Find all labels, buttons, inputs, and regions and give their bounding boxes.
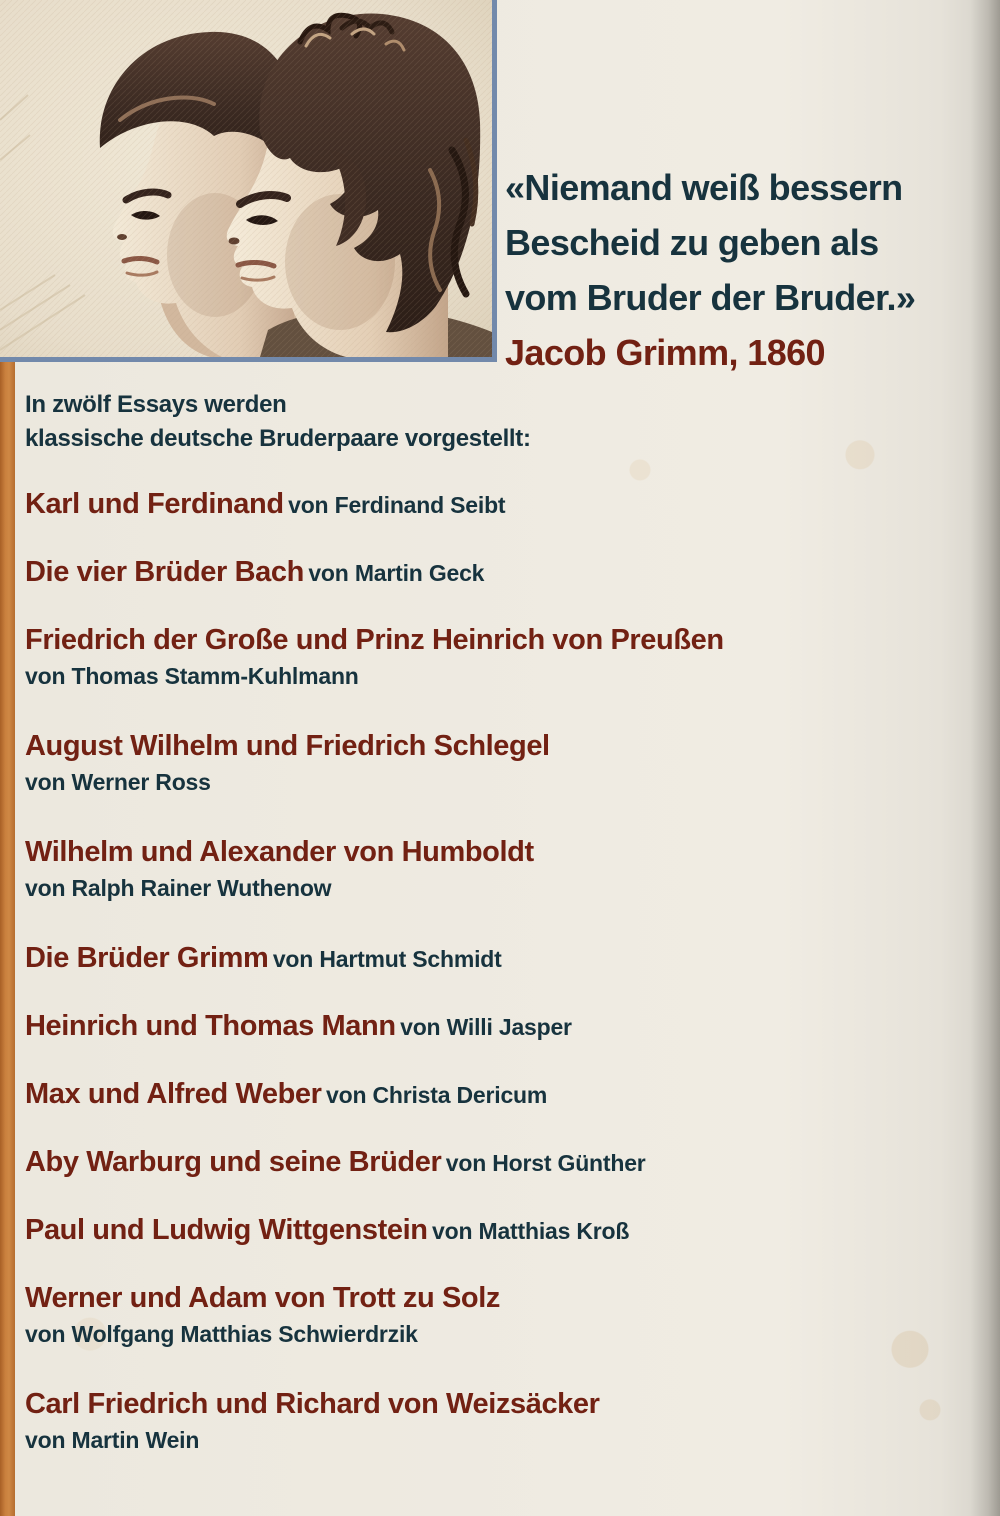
essay-item <box>25 1215 980 1246</box>
essay-item <box>25 1389 980 1454</box>
essay-title: August Wilhelm und Friedrich Schlegel <box>25 730 550 762</box>
quote-line-3: vom Bruder der Bruder.» <box>505 277 916 318</box>
brothers-grimm-portrait <box>0 0 497 362</box>
essay-item <box>25 1147 980 1178</box>
essay-author: von Ralph Rainer Wuthenow <box>25 875 332 901</box>
essay-item <box>25 1079 980 1110</box>
intro-text <box>25 388 531 456</box>
intro-line-2: klassische deutsche Bruderpaare vorgestellt: <box>25 425 531 452</box>
essay-author: von Horst Günther <box>445 1150 646 1176</box>
essay-title: Paul und Ludwig Wittgenstein <box>25 1214 428 1246</box>
essay-item <box>25 731 980 796</box>
essay-title: Carl Friedrich und Richard von Weizsäcker <box>25 1388 600 1420</box>
essay-title: Max und Alfred Weber <box>25 1078 322 1110</box>
essay-item <box>25 625 980 690</box>
essay-title: Werner und Adam von Trott zu Solz <box>25 1282 500 1314</box>
quote-attribution: Jacob Grimm, 1860 <box>505 332 825 373</box>
essay-title: Heinrich und Thomas Mann <box>25 1010 396 1042</box>
essay-author: von Martin Wein <box>25 1427 200 1453</box>
essay-author: von Werner Ross <box>25 769 211 795</box>
essay-title: Friedrich der Große und Prinz Heinrich von Preußen <box>25 624 724 656</box>
essay-author: von Wolfgang Matthias Schwierdrzik <box>25 1321 418 1347</box>
essay-title: Die Brüder Grimm <box>25 942 269 974</box>
essay-item <box>25 557 980 588</box>
quote-line-1: «Niemand weiß bessern <box>505 167 903 208</box>
essay-title: Wilhelm und Alexander von Humboldt <box>25 836 534 868</box>
essay-title: Die vier Brüder Bach <box>25 556 304 588</box>
essay-author: von Christa Dericum <box>326 1082 548 1108</box>
essay-author: von Thomas Stamm-Kuhlmann <box>25 663 359 689</box>
grimm-engraving-image <box>0 0 492 357</box>
quote-line-2: Bescheid zu geben als <box>505 222 879 263</box>
essay-author: von Matthias Kroß <box>432 1218 630 1244</box>
essay-author: von Willi Jasper <box>400 1014 572 1040</box>
essay-list <box>25 489 980 1495</box>
essay-item <box>25 1011 980 1042</box>
essay-author: von Ferdinand Seibt <box>288 492 506 518</box>
essay-title: Karl und Ferdinand <box>25 488 284 520</box>
quote-block <box>505 160 985 380</box>
essay-title: Aby Warburg und seine Brüder <box>25 1146 442 1178</box>
essay-item <box>25 1283 980 1348</box>
intro-line-1: In zwölf Essays werden <box>25 391 287 418</box>
essay-author: von Hartmut Schmidt <box>272 946 502 972</box>
essay-item <box>25 489 980 520</box>
essay-author: von Martin Geck <box>308 560 485 586</box>
orange-spine-stripe <box>0 362 15 1516</box>
essay-item <box>25 837 980 902</box>
essay-item <box>25 943 980 974</box>
